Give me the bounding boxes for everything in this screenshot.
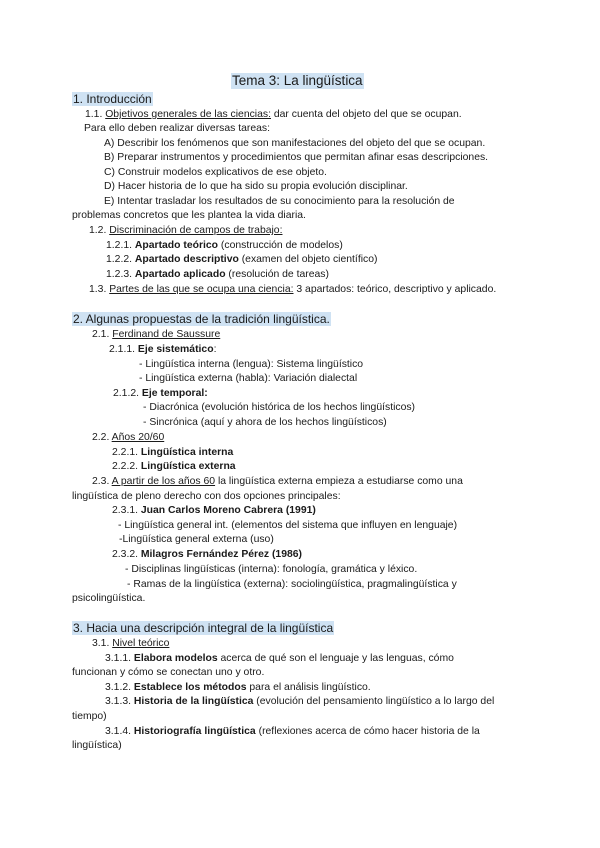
item-1-1 xyxy=(85,108,462,121)
item-2-3-1-author: Juan Carlos Moreno Cabrera (1991) xyxy=(140,505,316,516)
item-1-3-label: Partes de las que se ocupa una ciencia: xyxy=(109,284,294,295)
item-1-2-1 xyxy=(106,239,343,252)
item-2-3 xyxy=(92,475,463,488)
task-e: E) Intentar trasladar los resultados de su conocimiento para la resolución de xyxy=(104,196,455,207)
item-3-1-3-number: 3.1.3. xyxy=(105,696,134,707)
item-2-2-1-number: 2.2.1. xyxy=(112,447,141,458)
item-3-1-3 xyxy=(105,695,494,708)
item-2-3-text: la lingüística externa empieza a estudiarse como una xyxy=(215,476,463,487)
item-3-1-label: Nivel teórico xyxy=(112,638,170,649)
item-3-1-3-text: (evolución del pensamiento lingüístico a lo largo del xyxy=(253,696,495,707)
fernandez-external-continuation: psicolingüística. xyxy=(72,593,146,604)
item-3-1-2-term: Establece los métodos xyxy=(133,682,247,693)
fernandez-internal: - Disciplinas lingüísticas (interna): fonología, gramática y léxico. xyxy=(125,564,418,575)
item-2-3-2-author: Milagros Fernández Pérez (1986) xyxy=(140,549,303,560)
item-2-1-2-number: 2.1.2. xyxy=(113,388,142,399)
item-3-1-4-continuation: lingüística) xyxy=(72,740,122,751)
item-1-2-1-text: (construcción de modelos) xyxy=(218,240,343,251)
item-2-3-label: A partir de los años 60 xyxy=(111,476,216,487)
item-2-2-label: Años 20/60 xyxy=(111,432,165,443)
item-1-2-3-term: Apartado aplicado xyxy=(134,269,226,280)
item-2-1-1 xyxy=(109,343,216,356)
item-2-2-2-number: 2.2.2. xyxy=(112,461,141,472)
item-1-1-continuation: Para ello deben realizar diversas tareas: xyxy=(84,123,270,134)
item-1-2-1-term: Apartado teórico xyxy=(134,240,219,251)
item-3-1-number: 3.1. xyxy=(92,638,113,649)
item-3-1-1-text: acerca de qué son el lenguaje y las lenguas, cómo xyxy=(217,653,454,664)
item-1-2-2 xyxy=(106,253,377,266)
item-1-2-1-number: 1.2.1. xyxy=(106,240,135,251)
item-1-2-2-text: (examen del objeto científico) xyxy=(238,254,378,265)
item-3-1-1-number: 3.1.1. xyxy=(105,653,134,664)
item-2-3-continuation: lingüística de pleno derecho con dos opciones principales: xyxy=(72,491,341,502)
item-2-2 xyxy=(92,431,164,444)
item-1-2-3-text: (resolución de tareas) xyxy=(225,269,329,280)
item-2-2-number: 2.2. xyxy=(92,432,112,443)
item-3-1-3-term: Historia de la lingüística xyxy=(133,696,254,707)
item-3-1 xyxy=(92,637,169,650)
item-1-3-text: 3 apartados: teórico, descriptivo y aplicado. xyxy=(293,284,497,295)
item-3-1-4-number: 3.1.4. xyxy=(105,726,134,737)
item-2-1 xyxy=(92,328,220,341)
section-2-heading: 2. Algunas propuestas de la tradición lingüística. xyxy=(73,312,330,326)
item-3-1-4-term: Historiografía lingüística xyxy=(133,726,256,737)
item-2-1-1-colon: : xyxy=(213,344,217,355)
item-2-2-2 xyxy=(112,460,236,473)
item-1-2-3 xyxy=(106,268,329,281)
item-2-1-2-term: Eje temporal: xyxy=(141,388,208,399)
task-e-continuation: problemas concretos que les plantea la vida diaria. xyxy=(72,210,306,221)
item-2-3-1 xyxy=(112,504,316,517)
saussure-diachronic: - Diacrónica (evolución histórica de los hechos lingüísticos) xyxy=(143,402,416,413)
task-b: B) Preparar instrumentos y procedimientos que permitan afinar esas descripciones. xyxy=(104,152,489,163)
section-1-heading: 1. Introducción xyxy=(73,92,152,106)
saussure-external: - Lingüística externa (habla): Variación dialectal xyxy=(139,373,358,384)
item-3-1-1-continuation: funcionan y cómo se conectan uno y otro. xyxy=(72,667,265,678)
task-a: A) Describir los fenómenos que son manifestaciones del objeto del que se ocupan. xyxy=(104,138,486,149)
item-1-2 xyxy=(89,224,282,237)
item-3-1-2-number: 3.1.2. xyxy=(105,682,134,693)
item-2-3-2-number: 2.3.2. xyxy=(112,549,141,560)
item-1-2-2-number: 1.2.2. xyxy=(106,254,135,265)
item-3-1-3-continuation: tiempo) xyxy=(72,711,107,722)
item-2-1-2 xyxy=(113,387,208,400)
saussure-internal: - Lingüística interna (lengua): Sistema lingüístico xyxy=(139,359,364,370)
item-3-1-2-text: para el análisis lingüístico. xyxy=(246,682,371,693)
item-1-3 xyxy=(89,283,496,296)
item-2-2-1 xyxy=(112,446,233,459)
item-1-2-2-term: Apartado descriptivo xyxy=(134,254,239,265)
item-3-1-1-term: Elabora modelos xyxy=(133,653,218,664)
saussure-synchronic: - Sincrónica (aquí y ahora de los hechos lingüísticos) xyxy=(143,417,387,428)
moreno-external: -Lingüística general externa (uso) xyxy=(119,534,274,545)
page-title: Tema 3: La lingüística xyxy=(232,73,363,88)
item-1-3-number: 1.3. xyxy=(89,284,110,295)
item-1-2-3-number: 1.2.3. xyxy=(106,269,135,280)
item-3-1-2 xyxy=(105,681,371,694)
item-1-1-label: Objetivos generales de las ciencias: xyxy=(105,109,271,120)
item-2-3-1-number: 2.3.1. xyxy=(112,505,141,516)
item-2-1-label: Ferdinand de Saussure xyxy=(112,329,221,340)
task-d: D) Hacer historia de lo que ha sido su propia evolución disciplinar. xyxy=(104,181,408,192)
item-1-1-text: dar cuenta del objeto del que se ocupan. xyxy=(270,109,462,120)
item-3-1-4 xyxy=(105,725,480,738)
item-2-3-number: 2.3. xyxy=(92,476,112,487)
item-1-2-label: Discriminación de campos de trabajo: xyxy=(109,225,283,236)
item-1-1-number: 1.1. xyxy=(85,109,106,120)
moreno-internal: - Lingüística general int. (elementos del sistema que influyen en lenguaje) xyxy=(118,520,458,531)
item-2-3-2 xyxy=(112,548,302,561)
fernandez-external: - Ramas de la lingüística (externa): sociolingüística, pragmalingüística y xyxy=(127,579,457,590)
item-3-1-1 xyxy=(105,652,454,665)
task-c: C) Construir modelos explicativos de ese objeto. xyxy=(104,167,327,178)
item-3-1-4-text: (reflexiones acerca de cómo hacer historia de la xyxy=(255,726,480,737)
item-2-1-number: 2.1. xyxy=(92,329,113,340)
section-3-heading: 3. Hacia una descripción integral de la lingüística xyxy=(73,621,334,635)
item-2-2-2-term: Lingüística externa xyxy=(140,461,236,472)
item-2-1-1-term: Eje sistemático xyxy=(137,344,214,355)
item-2-1-1-number: 2.1.1. xyxy=(109,344,138,355)
item-1-2-number: 1.2. xyxy=(89,225,110,236)
item-2-2-1-term: Lingüística interna xyxy=(140,447,234,458)
